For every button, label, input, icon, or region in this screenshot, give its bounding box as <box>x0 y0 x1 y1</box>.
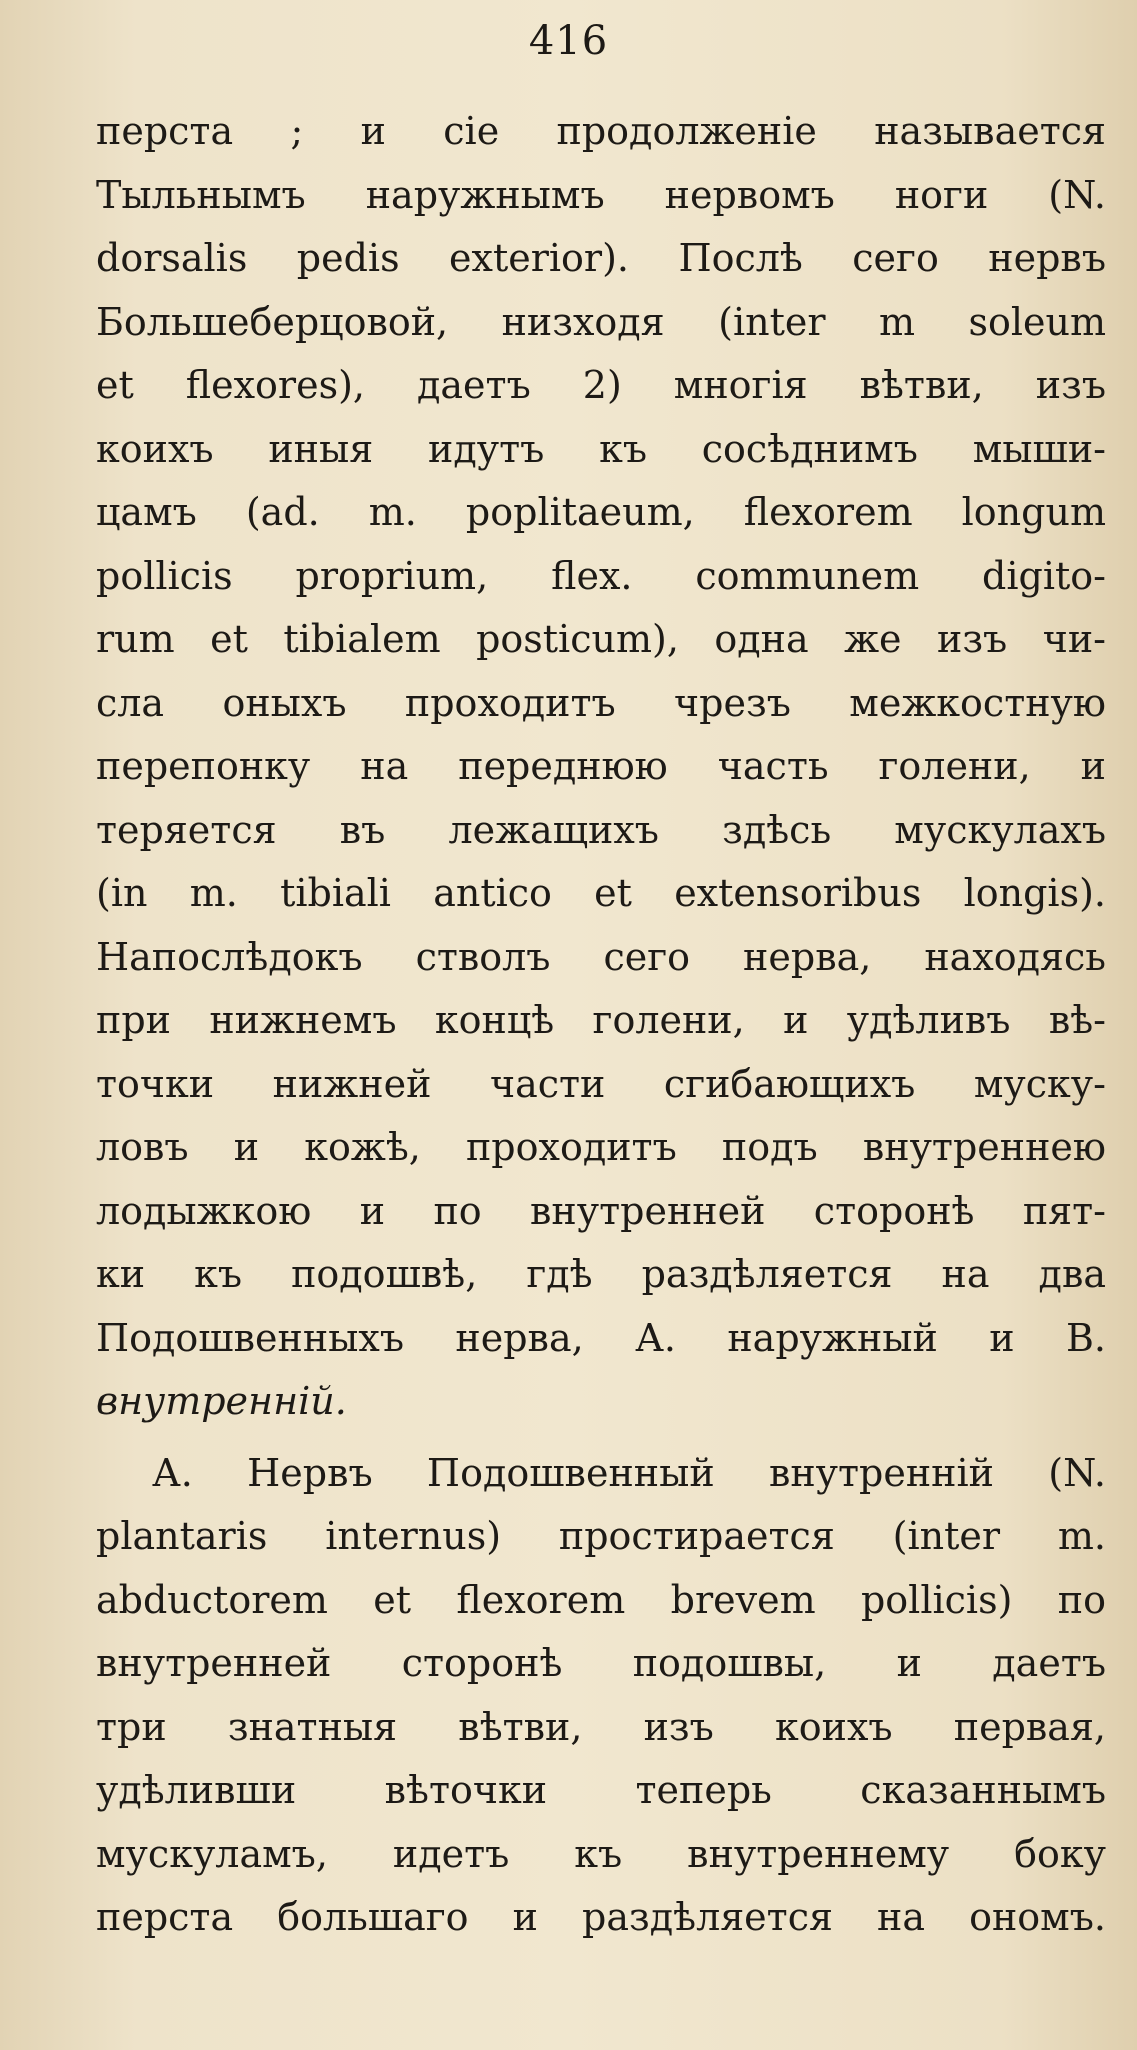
text-line: коихъ иныя идутъ къ сосѣднимъ мыши- <box>96 426 1106 471</box>
text-line: перепонку на переднюю часть голени, и <box>96 744 1106 788</box>
text-line: plantaris internus) простирается (inter m. <box>96 1514 1106 1558</box>
text-line: внутренней сторонѣ подошвы, и даетъ <box>96 1641 1106 1685</box>
text-line: Тыльнымъ наружнымъ нервомъ ноги (N. <box>96 172 1106 217</box>
text-line: удѣливши вѣточки теперь сказаннымъ <box>96 1768 1106 1812</box>
text-line: сла оныхъ проходитъ чрезъ межкостную <box>96 680 1106 725</box>
text-line: цамъ (ad. m. poplitaeum, flexorem longum <box>96 490 1106 534</box>
text-line: при нижнемъ концѣ голени, и удѣливъ вѣ- <box>96 998 1106 1042</box>
text-line: Подошвенныхъ нерва, А. наружный и В. <box>96 1315 1106 1360</box>
text-line: abductorem et flexorem brevem pollicis) по <box>96 1577 1106 1622</box>
text-line: лодыжкою и по внутренней сторонѣ пят- <box>96 1188 1106 1233</box>
text-line: pollicis proprium, flex. communem digito- <box>96 553 1106 598</box>
text-line: перста ; и сіе продолженіе называется <box>96 109 1106 153</box>
text-line: А. Нервъ Подошвенный внутренній (N. <box>152 1450 1106 1495</box>
text-line: ки къ подошвѣ, гдѣ раздѣляется на два <box>96 1252 1106 1296</box>
text-line: ловъ и кожѣ, проходитъ подъ внутреннею <box>96 1125 1106 1169</box>
text-line: перста большаго и раздѣляется на ономъ. <box>96 1895 1106 1939</box>
text-line: Большеберцовой, низходя (inter m soleum <box>96 299 1106 344</box>
text-line: rum et tibialem posticum), одна же изъ чи- <box>96 617 1106 661</box>
text-line: Напослѣдокъ стволъ сего нерва, находясь <box>96 934 1106 979</box>
text-line: dorsalis pedis exterior). Послѣ сего нервъ <box>96 236 1106 280</box>
text-line: et flexores), даетъ 2) многія вѣтви, изъ <box>96 363 1106 407</box>
page-number: 416 <box>528 18 609 64</box>
text-line: мускуламъ, идетъ къ внутреннему боку <box>96 1831 1106 1876</box>
body-text <box>96 100 1106 1950</box>
text-line: (in m. tibiali antico et extensoribus longis). <box>96 871 1106 915</box>
text-line: внутренній. <box>96 1379 347 1423</box>
text-line: точки нижней части сгибающихъ муску- <box>96 1061 1106 1106</box>
text-line: три знатныя вѣтви, изъ коихъ первая, <box>96 1704 1106 1749</box>
text-line: теряется въ лежащихъ здѣсь мускулахъ <box>96 807 1106 852</box>
